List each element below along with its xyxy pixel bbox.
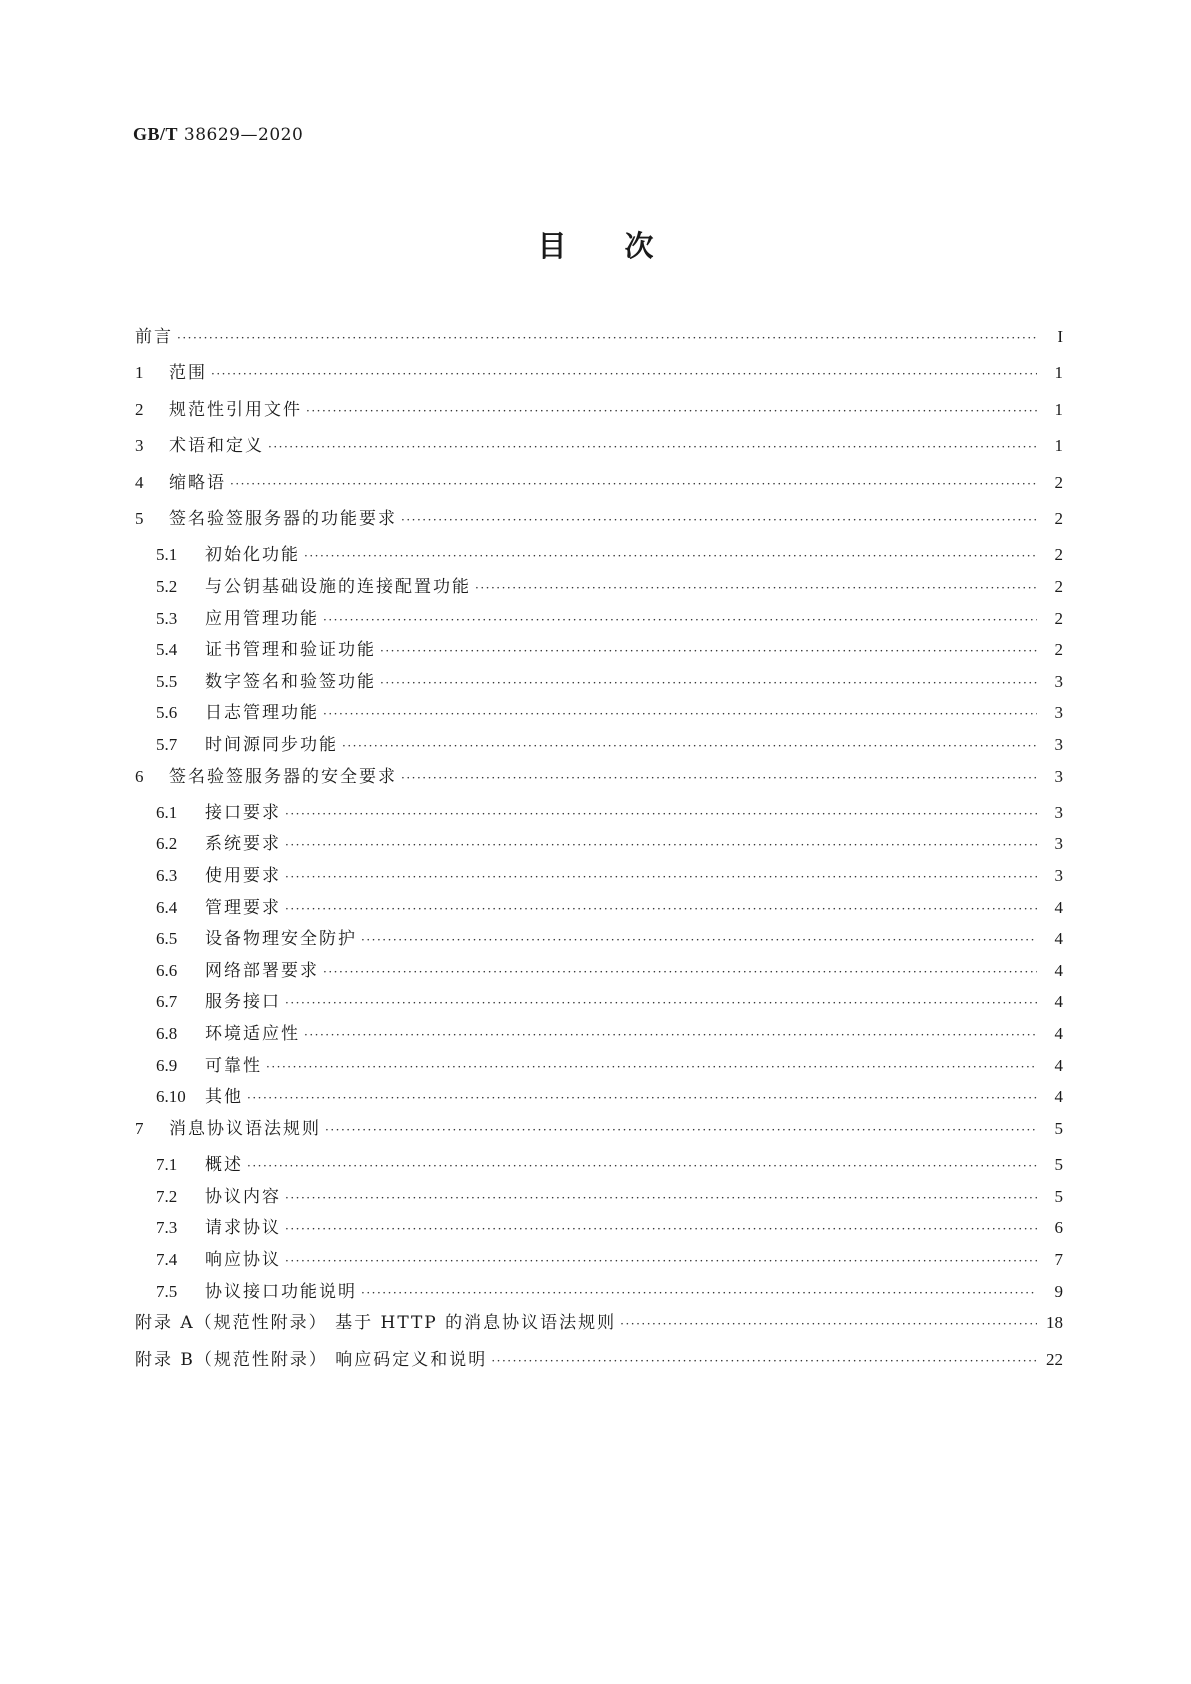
standard-number: 38629—2020 xyxy=(183,125,304,145)
toc-entry-page: 2 xyxy=(1054,608,1063,628)
toc-entry-page: 1 xyxy=(1054,436,1063,456)
toc-entry-label: 规范性引用文件 xyxy=(169,399,302,420)
standard-prefix: GB/T xyxy=(133,124,179,144)
toc-entry-label: 其他 xyxy=(205,1087,243,1108)
table-of-contents xyxy=(135,322,1063,1381)
toc-entry-page: 4 xyxy=(1054,992,1063,1012)
toc-entry-number: 7.2 xyxy=(156,1186,178,1206)
toc-entry-label: 缩略语 xyxy=(169,472,226,493)
toc-entry-page: 3 xyxy=(1054,834,1063,854)
toc-entry[interactable] xyxy=(135,829,1063,861)
toc-entry-number: 5.3 xyxy=(156,608,178,628)
toc-entry-page: 4 xyxy=(1054,929,1063,949)
toc-entry-number: 6.8 xyxy=(156,1024,178,1044)
toc-entry-number: 5.5 xyxy=(156,671,178,691)
toc-entry-label: 应用管理功能 xyxy=(205,608,319,629)
toc-entry-label: 环境适应性 xyxy=(205,1024,300,1045)
toc-leader-dots xyxy=(177,331,1037,345)
toc-entry-page: 3 xyxy=(1054,671,1063,691)
toc-entry[interactable] xyxy=(135,1213,1063,1245)
toc-entry-label: 签名验签服务器的安全要求 xyxy=(169,766,397,787)
toc-leader-dots xyxy=(285,838,1037,852)
toc-entry-number: 7.1 xyxy=(156,1155,178,1175)
toc-leader-dots xyxy=(211,367,1037,381)
toc-entry-number: 4 xyxy=(135,472,144,492)
toc-entry-label: 网络部署要求 xyxy=(205,960,319,981)
toc-entry-page: 9 xyxy=(1054,1281,1063,1301)
toc-leader-dots xyxy=(247,1159,1037,1173)
toc-leader-dots xyxy=(247,1091,1037,1105)
toc-leader-dots xyxy=(285,1222,1037,1236)
toc-leader-dots xyxy=(342,739,1037,753)
toc-entry[interactable] xyxy=(135,540,1063,572)
toc-entry-number: 7.4 xyxy=(156,1250,178,1269)
toc-entry-page: 3 xyxy=(1054,802,1063,822)
toc-entry-number: 5.7 xyxy=(156,734,178,754)
toc-leader-dots xyxy=(268,440,1037,454)
toc-entry-label: 服务接口 xyxy=(205,992,281,1013)
toc-entry-number: 6.3 xyxy=(156,866,178,886)
toc-entry[interactable] xyxy=(135,358,1063,394)
toc-entry[interactable] xyxy=(135,667,1063,699)
toc-entry-number: 5 xyxy=(135,508,144,528)
toc-entry-number: 1 xyxy=(135,363,144,383)
toc-entry-label: 请求协议 xyxy=(205,1218,281,1239)
toc-entry-number: 7.3 xyxy=(156,1218,178,1238)
toc-entry-label: 附录 A（规范性附录） 基于 HTTP 的消息协议语法规则 xyxy=(135,1313,617,1334)
toc-entry[interactable] xyxy=(135,1345,1063,1381)
toc-leader-dots xyxy=(380,676,1037,690)
toc-entry-label: 协议内容 xyxy=(205,1186,281,1207)
toc-entry-number: 5.2 xyxy=(156,576,178,596)
toc-entry-number: 6.5 xyxy=(156,929,178,949)
toc-entry[interactable] xyxy=(135,322,1063,358)
toc-entry-label: 数字签名和验签功能 xyxy=(205,671,376,692)
toc-entry-number: 5.4 xyxy=(156,640,178,660)
toc-entry[interactable] xyxy=(135,798,1063,830)
toc-entry-number: 7 xyxy=(135,1118,144,1138)
toc-leader-dots xyxy=(285,807,1037,821)
toc-entry-page: 4 xyxy=(1054,1024,1063,1044)
toc-entry[interactable] xyxy=(135,861,1063,893)
toc-leader-dots xyxy=(361,1286,1037,1300)
page-title: 目次 xyxy=(537,229,712,263)
toc-entry[interactable] xyxy=(135,1308,1063,1344)
toc-entry-page: 2 xyxy=(1054,508,1063,528)
toc-entry[interactable] xyxy=(135,1150,1063,1182)
toc-entry[interactable] xyxy=(135,987,1063,1019)
toc-leader-dots xyxy=(285,902,1037,916)
toc-entry-label: 概述 xyxy=(205,1155,243,1176)
toc-entry-label: 范围 xyxy=(169,363,207,384)
toc-entry[interactable] xyxy=(135,604,1063,636)
toc-entry[interactable] xyxy=(135,1082,1063,1114)
toc-leader-dots xyxy=(475,581,1037,595)
standard-code xyxy=(133,124,303,145)
toc-entry-page: 5 xyxy=(1054,1186,1063,1206)
toc-entry-number: 6.4 xyxy=(156,897,178,917)
toc-entry-page: 3 xyxy=(1054,866,1063,886)
toc-entry-number: 6.1 xyxy=(156,802,178,822)
toc-entry-number: 6.9 xyxy=(156,1055,178,1075)
toc-entry[interactable] xyxy=(135,395,1063,431)
toc-leader-dots xyxy=(285,870,1037,884)
toc-entry[interactable] xyxy=(135,431,1063,467)
toc-entry-label: 可靠性 xyxy=(205,1055,262,1076)
toc-entry-label: 证书管理和验证功能 xyxy=(205,640,376,661)
toc-entry[interactable] xyxy=(135,1114,1063,1150)
toc-entry-label: 日志管理功能 xyxy=(205,703,319,724)
toc-entry[interactable] xyxy=(135,924,1063,956)
toc-entry[interactable] xyxy=(135,730,1063,762)
toc-entry-label: 管理要求 xyxy=(205,897,281,918)
toc-entry[interactable] xyxy=(135,572,1063,604)
toc-entry-page: 2 xyxy=(1054,576,1063,596)
toc-entry[interactable] xyxy=(135,468,1063,504)
toc-entry[interactable] xyxy=(135,762,1063,798)
toc-leader-dots xyxy=(491,1354,1037,1368)
toc-entry[interactable] xyxy=(135,1019,1063,1051)
toc-entry-label: 使用要求 xyxy=(205,866,281,887)
toc-entry-page: 22 xyxy=(1046,1349,1063,1369)
toc-entry[interactable] xyxy=(135,956,1063,988)
toc-entry[interactable] xyxy=(135,893,1063,925)
toc-leader-dots xyxy=(323,707,1037,721)
toc-entry-page: 2 xyxy=(1054,640,1063,660)
toc-leader-dots xyxy=(304,1028,1037,1042)
toc-leader-dots xyxy=(285,1254,1037,1268)
toc-entry[interactable] xyxy=(135,635,1063,667)
toc-entry-label: 响应协议 xyxy=(205,1250,281,1270)
toc-entry-page: 4 xyxy=(1054,897,1063,917)
toc-leader-dots xyxy=(401,513,1037,527)
toc-entry-label: 设备物理安全防护 xyxy=(205,929,357,950)
toc-entry-page: 4 xyxy=(1054,1087,1063,1107)
toc-entry-label: 消息协议语法规则 xyxy=(169,1118,321,1139)
toc-entry-page: 4 xyxy=(1054,1055,1063,1075)
toc-entry-number: 7.5 xyxy=(156,1281,178,1301)
toc-entry-label: 系统要求 xyxy=(205,834,281,855)
toc-entry-label: 前言 xyxy=(135,327,173,347)
toc-entry-number: 5.6 xyxy=(156,703,178,723)
toc-entry-page: 4 xyxy=(1054,960,1063,980)
toc-entry[interactable] xyxy=(135,1245,1063,1277)
toc-entry-page: 6 xyxy=(1054,1218,1063,1238)
toc-leader-dots xyxy=(266,1060,1037,1074)
toc-entry-page: 7 xyxy=(1054,1250,1063,1269)
toc-entry-page: 18 xyxy=(1046,1313,1063,1333)
toc-entry[interactable] xyxy=(135,1277,1063,1309)
toc-leader-dots xyxy=(401,771,1037,785)
toc-entry-page: 2 xyxy=(1054,472,1063,492)
toc-entry-page: 3 xyxy=(1054,734,1063,754)
toc-leader-dots xyxy=(304,549,1037,563)
toc-leader-dots xyxy=(306,404,1037,418)
toc-entry-label: 附录 B（规范性附录） 响应码定义和说明 xyxy=(135,1349,488,1370)
toc-entry-page: 3 xyxy=(1054,703,1063,723)
toc-entry-label: 签名验签服务器的功能要求 xyxy=(169,508,397,529)
toc-entry[interactable] xyxy=(135,504,1063,540)
toc-entry-number: 6.6 xyxy=(156,960,178,980)
toc-entry-number: 3 xyxy=(135,436,144,456)
toc-entry-page: 1 xyxy=(1054,399,1063,419)
toc-entry-number: 6 xyxy=(135,766,144,786)
toc-entry-number: 5.1 xyxy=(156,545,178,565)
toc-leader-dots xyxy=(325,1123,1037,1137)
toc-entry-label: 接口要求 xyxy=(205,802,281,823)
toc-entry-label: 协议接口功能说明 xyxy=(205,1281,357,1302)
toc-entry-label: 与公钥基础设施的连接配置功能 xyxy=(205,576,471,597)
toc-entry-label: 术语和定义 xyxy=(169,436,264,457)
toc-entry-page: 5 xyxy=(1054,1118,1063,1138)
toc-leader-dots xyxy=(285,996,1037,1010)
toc-entry[interactable] xyxy=(135,1051,1063,1083)
toc-entry-number: 2 xyxy=(135,399,144,419)
toc-leader-dots xyxy=(323,613,1037,627)
toc-entry-number: 6.2 xyxy=(156,834,178,854)
toc-entry-label: 时间源同步功能 xyxy=(205,734,338,755)
toc-leader-dots xyxy=(230,477,1037,491)
toc-entry-number: 6.7 xyxy=(156,992,178,1012)
toc-entry[interactable] xyxy=(135,1182,1063,1214)
toc-leader-dots xyxy=(323,965,1037,979)
toc-leader-dots xyxy=(285,1191,1037,1205)
toc-leader-dots xyxy=(361,933,1037,947)
toc-entry[interactable] xyxy=(135,698,1063,730)
toc-entry-page: 5 xyxy=(1054,1155,1063,1175)
toc-leader-dots xyxy=(380,644,1037,658)
toc-entry-page: 2 xyxy=(1054,545,1063,565)
toc-entry-page: I xyxy=(1057,327,1063,346)
toc-entry-label: 初始化功能 xyxy=(205,545,300,566)
toc-entry-page: 3 xyxy=(1054,766,1063,786)
toc-entry-number: 6.10 xyxy=(156,1087,186,1107)
toc-leader-dots xyxy=(620,1317,1037,1331)
toc-entry-page: 1 xyxy=(1054,363,1063,383)
